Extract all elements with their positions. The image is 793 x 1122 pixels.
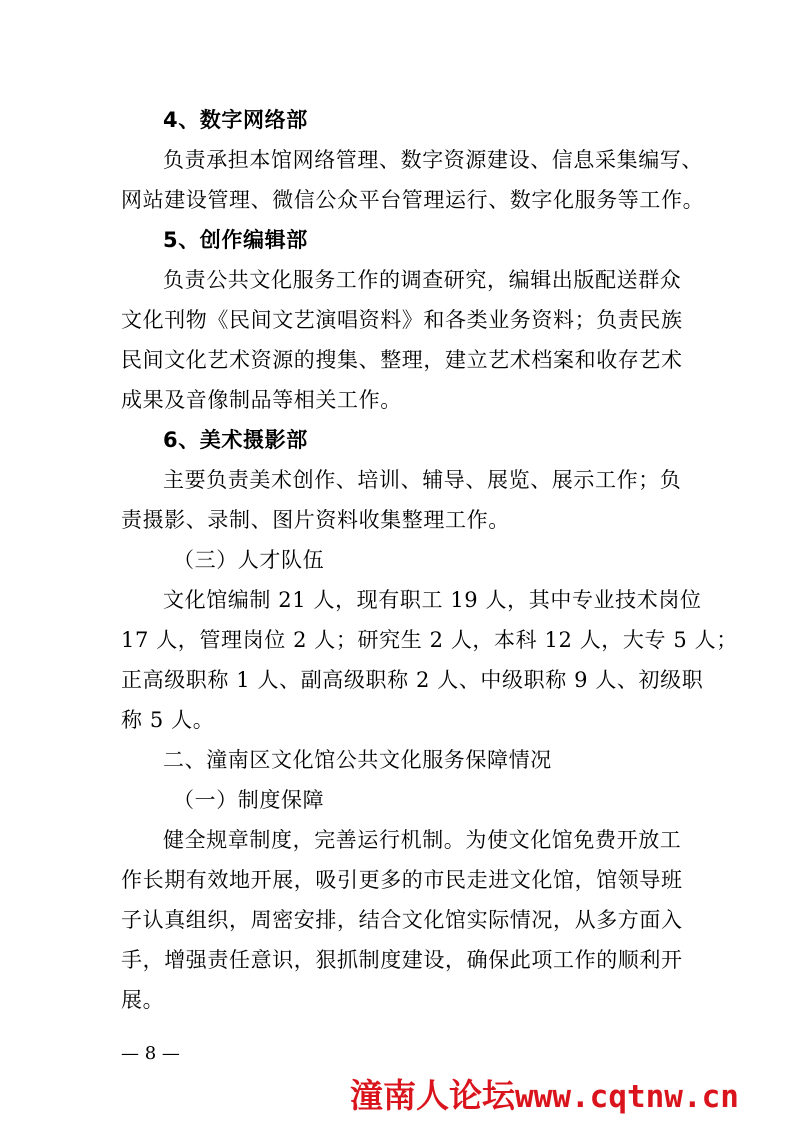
section-heading: 4、数字网络部 xyxy=(163,108,308,132)
chapter-heading: 二、潼南区文化馆公共文化服务保障情况 xyxy=(163,748,552,772)
page-number: — 8 — xyxy=(121,1043,180,1064)
paragraph-line: 网站建设管理、微信公众平台管理运行、数字化服务等工作。 xyxy=(121,188,705,212)
subsection-heading: （一）制度保障 xyxy=(173,788,325,812)
paragraph-line: 正高级职称 1 人、副高级职称 2 人、中级职称 9 人、初级职 xyxy=(121,668,704,692)
paragraph-line: 民间文化艺术资源的搜集、整理，建立艺术档案和收存艺术 xyxy=(121,348,683,372)
paragraph-line: 责摄影、录制、图片资料收集整理工作。 xyxy=(121,508,510,532)
document-body xyxy=(121,100,738,1020)
paragraph-line: 主要负责美术创作、培训、辅导、展览、展示工作；负 xyxy=(163,468,682,492)
paragraph-line: 文化馆编制 21 人，现有职工 19 人，其中专业技术岗位 xyxy=(163,588,702,612)
subsection-heading: （三）人才队伍 xyxy=(173,548,325,572)
paragraph-line: 17 人，管理岗位 2 人；研究生 2 人，本科 12 人，大专 5 人； xyxy=(121,628,738,652)
paragraph-line: 健全规章制度，完善运行机制。为使文化馆免费开放工 xyxy=(163,828,682,852)
paragraph-line: 负责公共文化服务工作的调查研究，编辑出版配送群众 xyxy=(163,268,682,292)
paragraph-line: 文化刊物《民间文艺演唱资料》和各类业务资料；负责民族 xyxy=(121,308,683,332)
paragraph-line: 手，增强责任意识，狠抓制度建设，确保此项工作的顺利开 xyxy=(121,948,683,972)
section-heading: 6、美术摄影部 xyxy=(163,428,308,452)
paragraph-line: 作长期有效地开展，吸引更多的市民走进文化馆，馆领导班 xyxy=(121,868,683,892)
watermark-name: 潼南人论坛 xyxy=(350,1076,515,1115)
paragraph-line: 称 5 人。 xyxy=(121,708,215,732)
section-heading: 5、创作编辑部 xyxy=(163,228,308,252)
paragraph-line: 负责承担本馆网络管理、数字资源建设、信息采集编写、 xyxy=(163,148,703,172)
paragraph-line: 展。 xyxy=(121,988,165,1012)
paragraph-line: 成果及音像制品等相关工作。 xyxy=(121,388,402,412)
watermark xyxy=(350,1074,739,1119)
paragraph-line: 子认真组织，周密安排，结合文化馆实际情况，从多方面入 xyxy=(121,908,683,932)
watermark-url: www.cqtnw.cn xyxy=(515,1079,739,1115)
